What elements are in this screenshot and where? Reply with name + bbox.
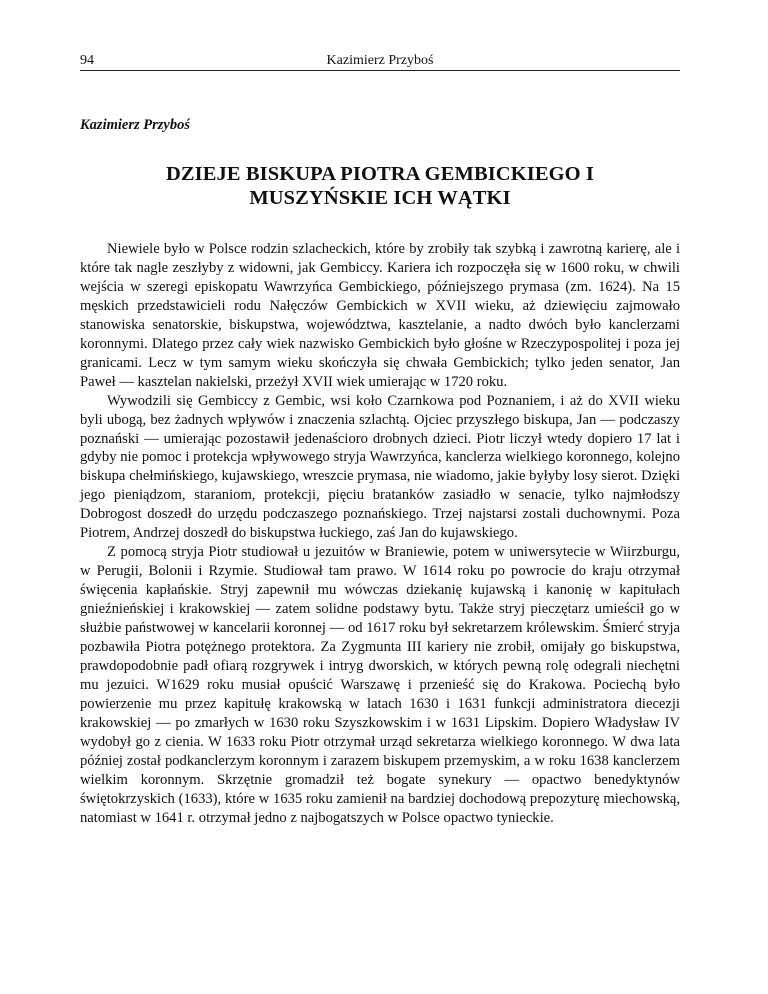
running-title: Kazimierz Przyboś	[326, 53, 434, 68]
title-line-1: DZIEJE BISKUPA PIOTRA GEMBICKIEGO I	[165, 163, 594, 185]
body-paragraph-2: Wywodzili się Gembiccy z Gembic, wsi koło Czarnkowa pod Poznaniem, i aż do XVII wieku byli ubogą, bez żadnych wpływów i znaczenia szlachtą. Ojciec przyszłego biskupa, Jan — podczaszy poznański — umierając pozostawił jedenaścioro drobnych dzieci. Piotr liczył wtedy dopiero 17 lat i gdyby nie pomoc i protekcja wpływowego stryja Wawrzyńca, kanclerza wielkiego koronnego, kolejno biskupa chełmińskiego, kujawskiego, wreszcie prymasa, nie wiadomo, jakie byłyby losy sierot. Dzięki jego pieniądzom, staraniom, protekcji, pięciu bratanków zasiadło w senacie, tylko najmłodszy Dobrogost doszedł do urzędu podczaszego poznańskiego. Trzej najstarsi zostali duchownymi. Poza Piotrem, Andrzej doszedł do biskupstwa łuckiego, zaś Jan do kujawskiego.	[80, 392, 680, 542]
page-number: 94	[80, 53, 94, 68]
running-header	[80, 52, 680, 71]
article-author: Kazimierz Przyboś	[80, 117, 190, 133]
body-paragraph-3: Z pomocą stryja Piotr studiował u jezuitów w Braniewie, potem w uniwersytecie w Wiirzburgu, w Perugii, Bolonii i Rzymie. Studiował tam prawo. W 1614 roku po powrocie do kraju otrzymał święcenia kapłańskie. Stryj zapewnił mu wówczas dziekanię kujawską i kanonię w kapitułach gnieźnieńskiej i krakowskiej — zatem solidne podstawy bytu. Także stryj pieczętarz umieścił go w służbie państwowej w kancelarii koronnej — od 1617 roku był sekretarzem królewskim. Śmierć stryja pozbawiła Piotra potężnego protektora. Za Zygmunta III kariery nie zrobił, omijały go biskupstwa, prawdopodobnie padł ofiarą rozgrywek i intryg dworskich, w których pewną rolę odegrali niechętni mu jezuici. W1629 roku musiał opuścić Warszawę i przenieść się do Krakowa. Pociechą było powierzenie mu przez kapitułę krakowską w latach 1630 i 1631 funkcji administratora diecezji krakowskiej — po zmarłych w 1630 roku Szyszkowskim i w 1631 Lipskim. Dopiero Władysław IV wydobył go z cienia. W 1633 roku Piotr otrzymał urząd sekretarza wielkiego koronnego. W dwa lata później został podkanclerzym koronnym i zarazem biskupem przemyskim, a w roku 1638 kanclerzem wielkim koronnym. Skrzętnie gromadził też bogate synekury — opactwo benedyktynów świętokrzyskich (1633), które w 1635 roku zamienił na bardziej dochodową prepozyturę miechowską, natomiast w 1641 r. otrzymał jedno z najbogatszych w Polsce opactwo tynieckie.	[80, 544, 680, 826]
body-paragraph-1: Niewiele było w Polsce rodzin szlacheckich, które by zrobiły tak szybką i zawrotną karierę, ale i które tak nagle zeszłyby z widowni, jak Gembiccy. Kariera ich rozpoczęła się w 1600 roku, w chwili wejścia w szeregi episkopatu Wawrzyńca Gembickiego, późniejszego prymasa (zm. 1624). Na 15 męskich przedstawicieli rodu Nałęczów Gembickich w XVII wieku, aż dziewięciu zajmowało stanowiska senatorskie, biskupstwa, województwa, kasztelanie, a nadto dwóch było kanclerzami koronnymi. Dlatego przez cały wiek nazwisko Gembickich było głośne w Rzeczypospolitej i poza jej granicami. Lecz w tym samym wieku skończyła się chwała Gembickich; tylko jeden senator, Jan Paweł — kasztelan nakielski, przeżył XVII wiek umierając w 1720 roku.	[80, 241, 680, 390]
document-page	[80, 52, 680, 828]
title-line-2: MUSZYŃSKIE ICH WĄTKI	[249, 187, 511, 209]
article-body	[80, 240, 680, 828]
article-title	[80, 162, 680, 210]
